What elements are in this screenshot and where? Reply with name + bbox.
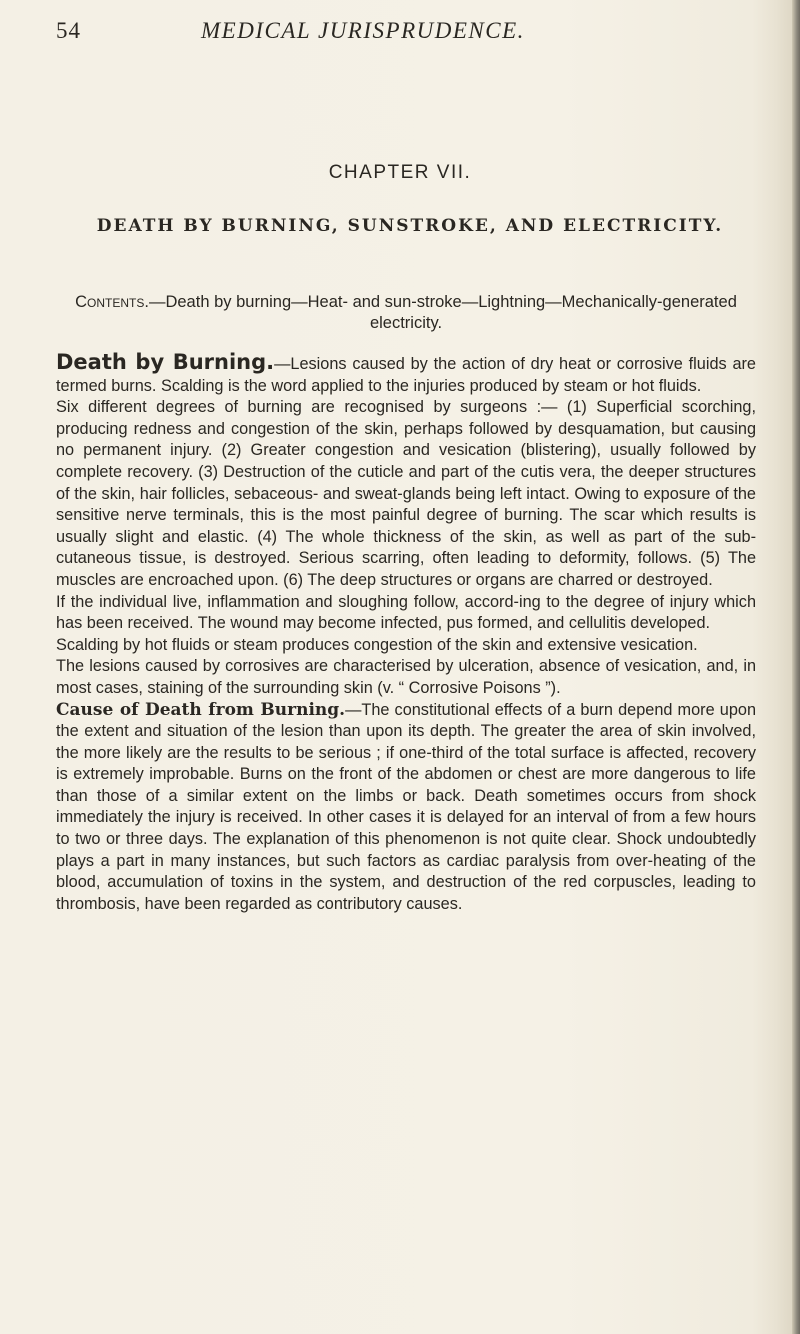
chapter-contents (56, 292, 756, 334)
body-text (56, 352, 756, 915)
page-number: 54 (56, 18, 81, 43)
running-head-title: MEDICAL JURISPRUDENCE. (201, 18, 525, 43)
contents-label: Contents. (75, 293, 149, 311)
paragraph-text: —The constitutional effects of a burn depend more upon the extent and situation of the lesion than upon its depth. The greater the area of skin involved, the more likely are the results to be serious ; if one-third of the total surface is affected, recovery is extremely improbable. Burns on the front of the abdomen or chest are more dangerous to life than those of a similar extent on the limbs or back. Death sometimes occurs from shock immediately the injury is received. In other cases it is delayed for an interval of from a few hours to two or three days. The explanation of this phenomenon is not quite clear. Shock undoubtedly plays a part in many instances, but such factors as cardiac paralysis from over-heating of the blood, accumulation of toxins in the system, and destruction of the red corpuscles, leading to thrombosis, have been regarded as contributory causes. (56, 700, 757, 913)
paragraph: Six different degrees of burning are recognised by surgeons :— (1) Superficial scorching, producing redness and congestion of the skin, perhaps followed by desquamation, but causing no permanent injury. (2) Greater congestion and vesication (blistering), usually followed by complete recovery. (3) Destruction of the cuticle and part of the cutis vera, the deeper structures of the skin, hair follicles, sebaceous- and sweat-glands being left intact. Owing to exposure of the sensitive nerve terminals, this is the most painful degree of burning. The scar which results is usually slight and elastic. (4) The whole thickness of the skin, as well as part of the sub-cutaneous tissue, is destroyed. Serious scarring, often leading to deformity, follows. (5) The muscles are encroached upon. (6) The deep structures or organs are charred or destroyed. (56, 398, 756, 589)
section-heading: Cause of Death from Burning. (56, 699, 346, 720)
running-head (56, 18, 756, 48)
paragraph: Scalding by hot fluids or steam produces congestion of the skin and extensive vesication. (56, 635, 698, 654)
chapter-title: DEATH BY BURNING, SUNSTROKE, AND ELECTRICITY. (96, 216, 724, 236)
paragraph: If the individual live, inflammation and sloughing follow, accord-ing to the degree of injury which has been received. The wound may become infected, pus formed, and cellulitis developed. (56, 592, 756, 633)
section-heading: Death by Burning. (56, 350, 275, 374)
contents-text: —Death by burning—Heat- and sun-stroke—Lightning—Mechanically-generated electricity. (148, 293, 737, 332)
chapter-label: CHAPTER VII. (328, 162, 472, 183)
paragraph (56, 700, 756, 916)
paragraph: The lesions caused by corrosives are characterised by ulceration, absence of vesication, and, in most cases, staining of the surrounding skin (v. “ Corrosive Poisons ”). (56, 657, 756, 697)
page-edge (792, 0, 800, 1334)
paragraph-text: —Lesions caused by the action of dry heat or corrosive fluids are termed burns. Scalding is the word applied to the injuries produced by steam or hot fluids. (56, 355, 756, 395)
paragraph (56, 352, 756, 397)
